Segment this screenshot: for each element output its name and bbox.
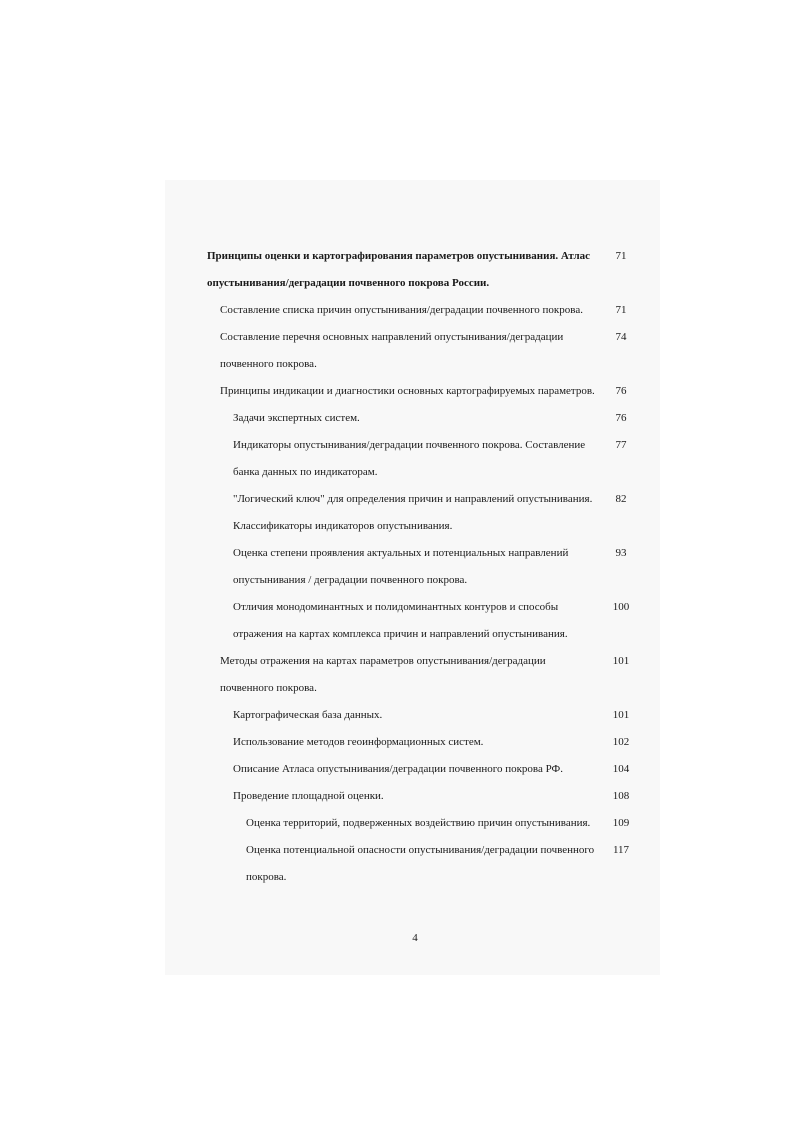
toc-page-number: 77 (615, 439, 627, 451)
toc-page-number: 104 (612, 763, 630, 775)
toc-page-number: 117 (612, 844, 630, 856)
toc-entry-text: банка данных по индикаторам. (233, 466, 378, 478)
toc-page-number: 71 (615, 304, 627, 316)
toc-page-number: 100 (612, 601, 630, 613)
toc-entry-text: опустынивания/деградации почвенного покрова России. (207, 277, 490, 289)
toc-entry-text: Оценка территорий, подверженных воздействию причин опустынивания. (246, 817, 591, 829)
toc-entry-text: Использование методов геоинформационных систем. (233, 736, 484, 748)
toc-entry-text: "Логический ключ" для определения причин и направлений опустынивания. (233, 493, 593, 505)
toc-page-number: 76 (615, 412, 627, 424)
toc-entry-text: Описание Атласа опустынивания/деградации почвенного покрова РФ. (233, 763, 563, 775)
toc-page-number: 109 (612, 817, 630, 829)
toc-entry-text: Проведение площадной оценки. (233, 790, 384, 802)
toc-entry-text: Отличия монодоминантных и полидоминантных контуров и способы (233, 601, 559, 613)
toc-page-number: 108 (612, 790, 630, 802)
toc-entry-text: Составление перечня основных направлений опустынивания/деградации (220, 331, 564, 343)
toc-page-number: 76 (615, 385, 627, 397)
toc-entry-text: Составление списка причин опустынивания/деградации почвенного покрова. (220, 304, 583, 316)
toc-page-number: 74 (615, 331, 627, 343)
toc-page-number: 102 (612, 736, 630, 748)
toc-page-number: 82 (615, 493, 627, 505)
toc-entry-text: Картографическая база данных. (233, 709, 383, 721)
toc-entry-text: Классификаторы индикаторов опустынивания. (233, 520, 453, 532)
toc-entry-text: Задачи экспертных систем. (233, 412, 360, 424)
toc-entry-text: Оценка потенциальной опасности опустынивания/деградации почвенного (246, 844, 595, 856)
toc-entry-text: Оценка степени проявления актуальных и потенциальных направлений (233, 547, 569, 559)
toc-entry-text: почвенного покрова. (220, 682, 317, 694)
toc-entry-text: Методы отражения на картах параметров опустынивания/деградации (220, 655, 546, 667)
toc-page-number: 101 (612, 709, 630, 721)
toc-entry-text: опустынивания / деградации почвенного покрова. (233, 574, 468, 586)
page-number: 4 (412, 932, 418, 944)
toc-entry-text: Принципы оценки и картографирования параметров опустынивания. Атлас (207, 250, 590, 262)
toc-entry-text: отражения на картах комплекса причин и направлений опустынивания. (233, 628, 568, 640)
toc-page-number: 101 (612, 655, 630, 667)
toc-entry-text: почвенного покрова. (220, 358, 317, 370)
toc-page-number: 71 (615, 250, 627, 262)
toc-entry-text: Принципы индикации и диагностики основных картографируемых параметров. (220, 385, 595, 397)
toc-entry-text: Индикаторы опустынивания/деградации почвенного покрова. Составление (233, 439, 586, 451)
toc-entry-text: покрова. (246, 871, 287, 883)
toc-page-number: 93 (615, 547, 627, 559)
